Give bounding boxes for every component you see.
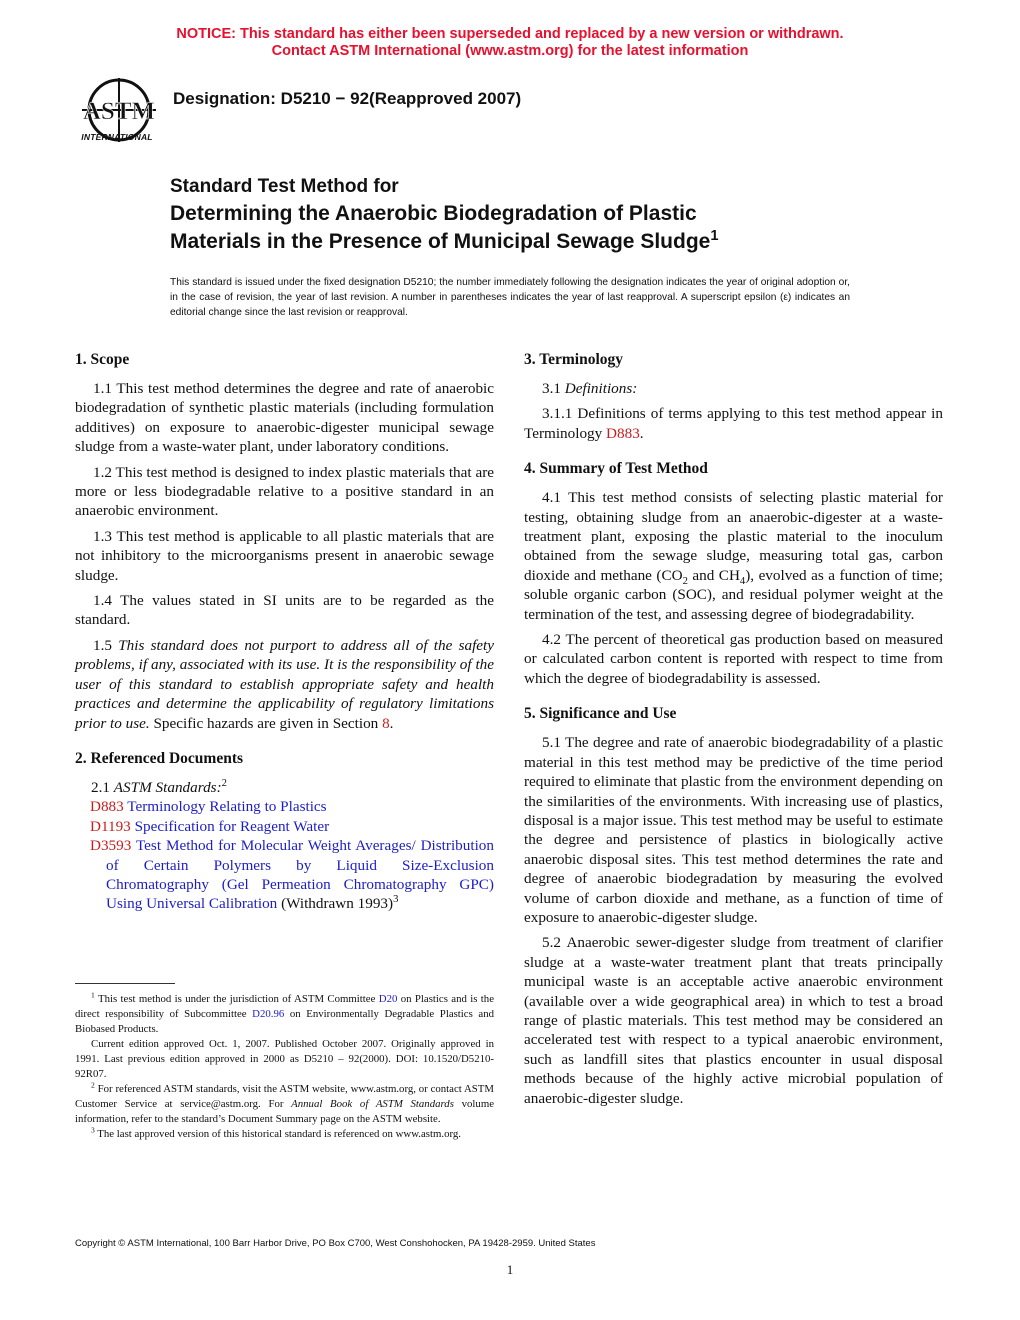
footnote-2-italic: Annual Book of ASTM Standards — [291, 1098, 454, 1110]
ref-title[interactable]: Terminology Relating to Plastics — [127, 798, 327, 816]
footnote-1-text-c: on Environmentally Degradable Plastics and Biobased Products. — [75, 1008, 495, 1035]
terminology-3-1-num: 3.1 — [542, 380, 561, 397]
footnotes — [75, 992, 494, 1142]
ref-item-d1193[interactable] — [75, 817, 494, 836]
ref-item-d883[interactable] — [75, 797, 494, 816]
refdocs-2-1-num: 2.1 — [91, 778, 110, 796]
significance-5-1: 5.1 The degree and rate of anaerobic biodegradability of a plastic material in this test method may be predictive of the time period required to eliminate that plastic from the environment depending on the similarities of the environments. With increasing use of plastics, disposal is a major issue. This test method may be useful to estimate the degree and persistence of plastics in biologically active anaerobic disposal sites. This test method determines the rate and degree of anaerobic biodegradation by measuring the evolved volume of carbon dioxide and methane, as a function of time of exposure to anaerobic-digester sludge. — [524, 734, 943, 926]
title-line-1: Standard Test Method for — [170, 176, 399, 197]
footnote-2-text-a: For referenced ASTM standards, visit the ASTM website, www.astm.org, or contact ASTM Customer Service at service@astm.org. For — [75, 1083, 495, 1110]
issued-statement: This standard is issued under the fixed designation D5210; the number immediately following the designation indicates the year of original adoption or, in the case of revision, the year of last revision. A number in parentheses indicates the year of last reapproval. A superscript epsilon (ε) indicates an editorial change since the last revision or reapproval. — [170, 277, 850, 318]
scope-1-5-num: 1.5 — [93, 636, 112, 654]
scope-1-5-tail: Specific hazards are given in Section — [153, 714, 379, 732]
logo-text: INTERNATIONAL — [81, 132, 153, 142]
footnote-divider — [75, 983, 175, 984]
terminology-3-1-1-end: . — [639, 424, 644, 442]
footnote-1-text-b: on Plastics and is the direct responsibility of Subcommittee — [75, 993, 494, 1020]
scope-1-2: 1.2 This test method is designed to index plastic materials that are more or less biodegradable relative to a positive standard in an anaerobic environment. — [75, 463, 494, 520]
ref-item-d3593[interactable] — [75, 836, 494, 914]
summary-4-1 — [524, 488, 943, 624]
significance-5-2: 5.2 Anaerobic sewer-digester sludge from treatment of clarifier sludge at a waste-water treatment plant that treats principally municipal waste is an acceptable active anaerobic environment (available over a wide geographical area) in which to test a broad range of plastic materials. This test method may be considered an accelerated test with respect to a typical anaerobic environment, such as landfill sites that plastics encounter in usual disposal methods because of the highly active microbial population of anaerobic-digester sludge. — [524, 934, 943, 1107]
summary-4-1-c: ), evolved as a function of time; soluble organic carbon (SOC), and residual polymer weight at the termination of the test, and assessing degree of biodegradability. — [524, 566, 943, 623]
right-column — [524, 350, 943, 1124]
footnote-1: $^1$ This test method is under the jurisdiction of ASTM Committee D20 on Plastics and is the direct responsibility of Subcommittee D20.96 on Environmentally Degradable Plastics and Biobased Products. — [75, 990, 495, 1035]
terminology-3-1-1-text: 3.1.1 Definitions of terms applying to this test method appear in Terminology — [524, 405, 943, 442]
scope-1-5 — [75, 636, 494, 733]
refdocs-heading: 2. Referenced Documents — [75, 749, 244, 767]
footnote-3: $^3$ The last approved version of this historical standard is referenced on www.astm.org. — [91, 1125, 461, 1140]
scope-1-1: 1.1 This test method determines the degree and rate of anaerobic biodegradation of synthetic plastic materials (including formulation additives) on exposure to anaerobic-digester municipal sewage sludge from a waste-water plant, under laboratory conditions. — [75, 380, 494, 456]
committee-d20-link[interactable]: D20 — [378, 993, 398, 1005]
scope-1-4: 1.4 The values stated in SI units are to be regarded as the standard. — [75, 592, 494, 629]
ref-code[interactable]: D1193 — [90, 817, 131, 835]
terminology-3-1-1 — [524, 404, 943, 443]
notice-line-2: Contact ASTM International (www.astm.org) for the latest information — [271, 43, 749, 59]
footnote-1-text-a: This test method is under the jurisdiction of ASTM Committee — [97, 993, 376, 1005]
title-footnote-ref[interactable]: 1 — [710, 228, 719, 244]
refdocs-footnote-ref[interactable]: 2 — [221, 777, 227, 789]
section-summary — [524, 459, 943, 688]
d883-link[interactable]: D883 — [606, 424, 640, 442]
terminology-3-1-italic: Definitions: — [564, 380, 638, 397]
scope-heading: 1. Scope — [75, 351, 130, 368]
notice-line-1: NOTICE: This standard has either been superseded and replaced by a new version or withdrawn. — [176, 26, 844, 42]
scope-1-5-end: . — [389, 714, 394, 732]
ref-title[interactable]: Test Method for Molecular Weight Averages/ Distribution of Certain Polymers by Liquid Size-Exclusion Chromatography (Gel Permeation Chromatography GPC) Using Universal Calibration — [106, 837, 494, 913]
section-scope — [75, 350, 494, 733]
logo-mark: ASTM — [82, 98, 156, 125]
summary-4-1-sub1: 2 — [682, 575, 688, 587]
ref-tail: (Withdrawn 1993) — [281, 895, 394, 913]
ref-title[interactable]: Specification for Reagent Water — [134, 817, 330, 835]
summary-4-1-sub2: 4 — [739, 575, 746, 587]
summary-heading: 4. Summary of Test Method — [524, 460, 708, 478]
scope-1-5-italic: This standard does not purport to address all of the safety problems, if any, associated with its use. It is the responsibility of the user of this standard to establish appropriate safety and health practices and determine the applicability of regulatory limitations prior to use. — [75, 636, 494, 732]
significance-heading: 5. Significance and Use — [524, 705, 677, 723]
left-column — [75, 350, 494, 930]
copyright: Copyright © ASTM International, 100 Barr Harbor Drive, PO Box C700, West Conshohocken, PA 19428-2959. United States — [75, 1238, 596, 1249]
designation: Designation: D5210 − 92(Reapproved 2007) — [173, 89, 522, 108]
ref-footnote-ref[interactable]: 3 — [393, 894, 399, 906]
footnote-3-text: The last approved version of this historical standard is referenced on www.astm.org. — [97, 1128, 461, 1140]
ref-code[interactable]: D3593 — [90, 837, 132, 855]
section-referenced-documents — [75, 749, 494, 914]
refdocs-2-1-italic: ASTM Standards: — [113, 778, 222, 796]
footnote-2: $^2$ For referenced ASTM standards, visit the ASTM website, www.astm.org, or contact ASTM Customer Service at service@astm.org. For Annual Book of ASTM Standards volume information, refer to the standard’s Document Summary page on the ASTM website. — [75, 1080, 495, 1125]
subcommittee-link[interactable]: D20.96 — [252, 1008, 285, 1020]
summary-4-2: 4.2 The percent of theoretical gas production based on measured or calculated carbon content is reported with respect to time from which the degree of biodegradability is assessed. — [524, 631, 943, 687]
footnote-2-text-b: volume information, refer to the standard’s Document Summary page on the ASTM website. — [75, 1098, 495, 1125]
page-number: 1 — [506, 1262, 514, 1277]
title-line-3 — [170, 228, 950, 256]
section-significance — [524, 704, 943, 1108]
section-terminology — [524, 350, 943, 443]
summary-4-1-a: 4.1 This test method consists of selecting plastic material for testing, obtaining sludge from an anaerobic-digester at a waste-treatment plant, exposing the plastic material to the inoculum obtained from the sewage sludge, measuring total gas, carbon dioxide and methane (CO — [524, 489, 943, 584]
terminology-heading: 3. Terminology — [524, 351, 624, 368]
summary-4-1-b: and CH — [687, 566, 740, 584]
ref-code[interactable]: D883 — [90, 798, 124, 816]
section-8-link[interactable]: 8 — [382, 714, 390, 732]
title-line-3-text: Materials in the Presence of Municipal Sewage Sludge — [170, 230, 711, 253]
title-line-2: Determining the Anaerobic Biodegradation of Plastic — [170, 202, 697, 225]
superseded-notice — [0, 26, 1020, 60]
document-title — [170, 174, 950, 256]
scope-1-3: 1.3 This test method is applicable to all plastic materials that are not inhibitory to the microorganisms present in anaerobic sewage sludge. — [75, 527, 494, 584]
terminology-3-1 — [524, 379, 943, 398]
refdocs-2-1 — [75, 778, 494, 797]
footnote-1-edition: Current edition approved Oct. 1, 2007. Published October 2007. Originally approved in 1991. Last previous edition approved in 2000 as D5210 – 92(2000). DOI: 10.1520/D5210-92R07. — [75, 1038, 494, 1080]
